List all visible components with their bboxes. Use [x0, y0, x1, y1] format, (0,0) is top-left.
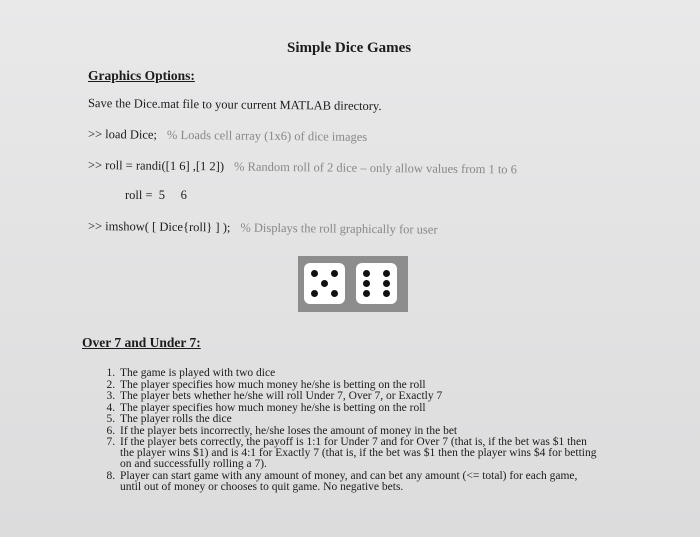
game-heading: Over 7 and Under 7: — [82, 335, 201, 350]
load-comment: % Loads cell array (1x6) of dice images — [166, 127, 368, 144]
die-pip — [331, 290, 338, 297]
rule-item: 5. The player rolls the dice — [118, 414, 598, 425]
roll-comment: % Random roll of 2 dice – only allow values from 1 to 6 — [233, 159, 518, 177]
die-face-five — [304, 263, 345, 304]
rule-item: 1. The game is played with two dice — [118, 368, 598, 379]
die-pip — [363, 270, 370, 277]
die-pip — [321, 280, 328, 287]
rule-item: 7. If the player bets correctly, the payoff is 1:1 for Under 7 and for Over 7 (that is, if the bet was $1 then the player wins $1) and is 4:1 for Exactly 7 (that is, if the bet was $1 then the player wins $4 for betting on and successfully rolling a 7). — [118, 437, 598, 470]
rule-item: 3. The player bets whether he/she will roll Under 7, Over 7, or Exactly 7 — [118, 391, 598, 402]
imshow-command: >> imshow( [ Dice{roll} ] ); — [87, 219, 231, 235]
rule-item: 2. The player specifies how much money he/she is betting on the roll — [118, 380, 598, 391]
rule-item: 4. The player specifies how much money he/she is betting on the roll — [118, 403, 598, 414]
imshow-command-line — [88, 219, 438, 238]
dice-image — [298, 256, 408, 312]
imshow-comment: % Displays the roll graphically for user — [240, 220, 438, 237]
die-pip — [331, 270, 338, 277]
load-command: >> load Dice; — [87, 127, 158, 142]
die-pip — [383, 270, 390, 277]
graphics-options-heading: Graphics Options: — [88, 68, 195, 83]
die-pip — [383, 290, 390, 297]
die-pip — [363, 290, 370, 297]
roll-command: >> roll = randi([1 6] ,[1 2]) — [87, 158, 225, 174]
rules-list — [98, 368, 598, 493]
roll-command-line — [88, 158, 517, 177]
rule-item: 8. Player can start game with any amount of money, and can bet any amount (<= total) for each game, until out of money or chooses to quit game. No negative bets. — [118, 471, 598, 493]
save-instruction: Save the Dice.mat file to your current MATLAB directory. — [87, 96, 382, 114]
die-pip — [383, 280, 390, 287]
die-pip — [311, 270, 318, 277]
die-pip — [311, 290, 318, 297]
die-pip — [363, 280, 370, 287]
load-command-line — [88, 127, 367, 145]
page-title: Simple Dice Games — [287, 40, 412, 56]
rule-item: 6. If the player bets incorrectly, he/she loses the amount of money in the bet — [118, 426, 598, 437]
die-face-six — [356, 263, 397, 304]
roll-output: roll = 5 6 — [125, 188, 187, 202]
